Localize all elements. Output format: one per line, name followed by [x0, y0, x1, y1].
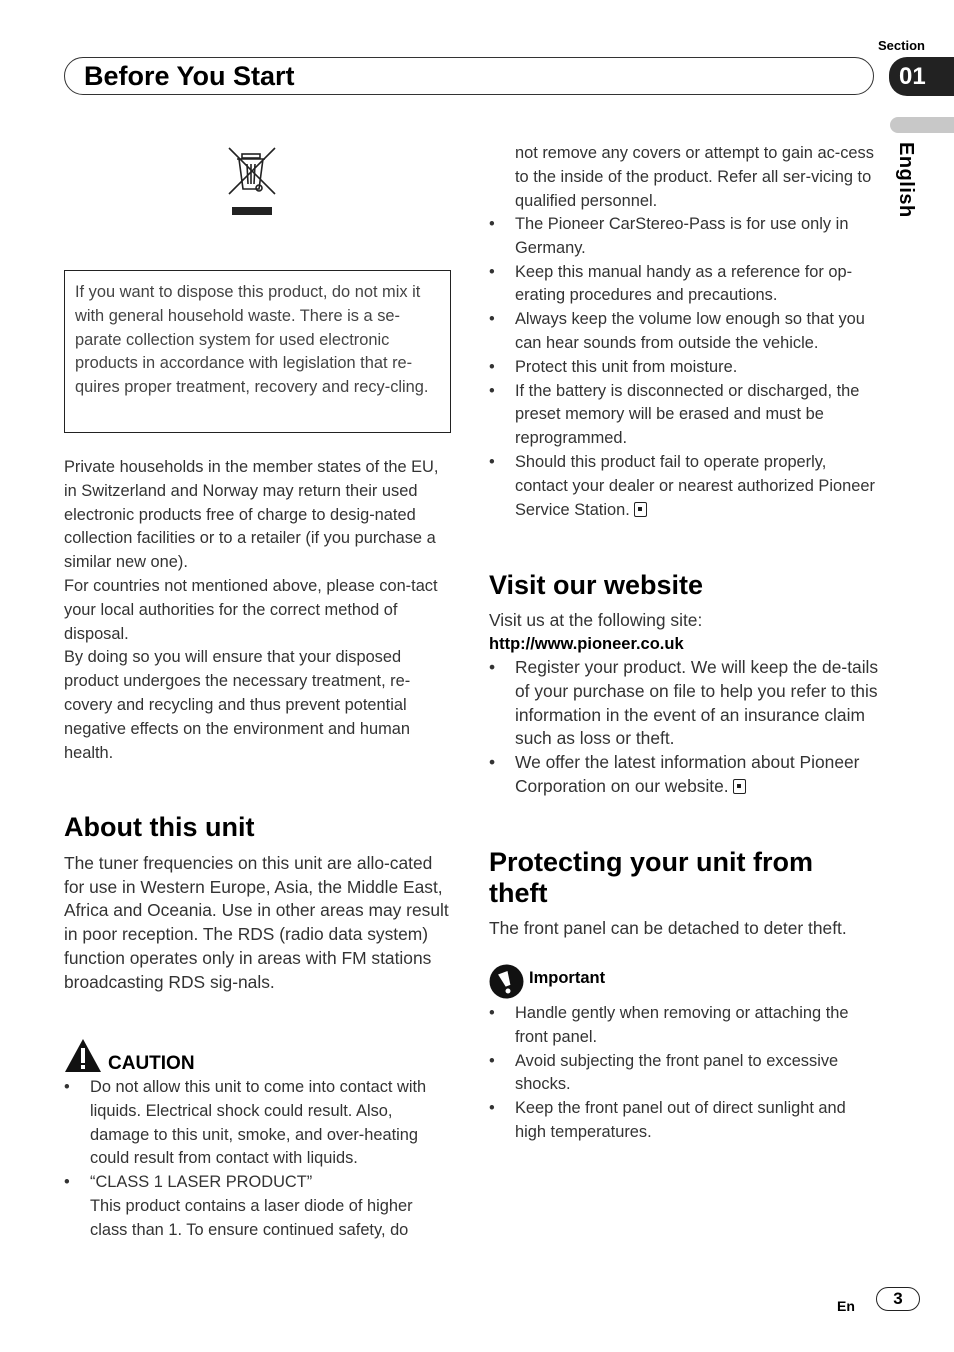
website-heading: Visit our website — [489, 570, 704, 600]
list-item — [489, 751, 881, 799]
theft-heading-line: theft — [489, 878, 548, 908]
about-heading: About this unit — [64, 812, 255, 842]
precautions-list — [489, 213, 881, 522]
end-mark-icon — [733, 779, 746, 794]
laser-class-body: This product contains a laser diode of higher class than 1. To ensure continued safety, do — [90, 1196, 413, 1239]
website-list — [489, 656, 881, 799]
list-item: • Keep the front panel out of direct sunlight and high temperatures. — [489, 1097, 881, 1145]
warning-triangle-icon — [64, 1038, 102, 1074]
list-item: • Do not allow this unit to come into contact with liquids. Electrical shock could result. Also, damage to this unit, smoke, and over-heating could result from contact with liquids. — [64, 1076, 454, 1171]
theft-heading-line: Protecting your unit from — [489, 847, 813, 877]
caution-label: CAUTION — [108, 1053, 195, 1074]
end-mark-icon — [634, 502, 647, 517]
list-item-text: Should this product fail to operate properly, contact your dealer or nearest authorized Pioneer Service Station. — [515, 452, 875, 519]
language-tab-bar — [890, 117, 954, 133]
list-item: • Handle gently when removing or attaching the front panel. — [489, 1002, 881, 1050]
disposal-paragraph: Private households in the member states of the EU, in Switzerland and Norway may return their used electronic products free of charge to desig-nated collection facilities or to a retailer (if you purchase a similar new one). — [64, 458, 439, 572]
list-item: • Keep this manual handy as a reference for op-erating procedures and precautions. — [489, 261, 881, 309]
language-label: English — [895, 142, 917, 218]
disposal-info — [64, 456, 454, 765]
list-item: • Protect this unit from moisture. — [489, 356, 881, 380]
theft-heading — [489, 847, 881, 909]
website-url-link[interactable]: http://www.pioneer.co.uk — [489, 635, 684, 653]
list-item-text: We offer the latest information about Pioneer Corporation on our website. — [515, 752, 860, 796]
weee-bin-icon — [227, 146, 277, 218]
important-icon — [489, 964, 524, 999]
section-label: Section — [878, 38, 925, 53]
list-item: • Always keep the volume low enough so that you can hear sounds from outside the vehicle. — [489, 308, 881, 356]
list-item: • If the battery is disconnected or discharged, the preset memory will be erased and must be reprogrammed. — [489, 380, 881, 451]
disposal-paragraph: For countries not mentioned above, please con-tact your local authorities for the correct method of disposal. — [64, 576, 438, 643]
laser-class-title: • “CLASS 1 LASER PRODUCT” — [90, 1173, 313, 1192]
list-item: • The Pioneer CarStereo-Pass is for use only in Germany. — [489, 213, 881, 261]
list-item: • Register your product. We will keep the de-tails of your purchase on file to help you refer to this information in the event of an insurance claim such as loss or theft. — [489, 656, 881, 751]
page-title: Before You Start — [84, 61, 295, 91]
theft-intro: The front panel can be detached to deter theft. — [489, 918, 847, 938]
section-number-tab: 01 — [889, 57, 954, 96]
list-item — [489, 451, 881, 522]
caution-list — [64, 1076, 454, 1243]
about-body: The tuner frequencies on this unit are allo-cated for use in Western Europe, Asia, the Middle East, Africa and Oceania. Use in other areas may result in poor reception. The RDS (radio data system) function operates only in areas with FM stations broadcasting RDS sig-nals. — [64, 853, 449, 992]
disposal-notice-box — [64, 270, 451, 433]
important-label: Important — [529, 969, 606, 987]
list-item — [64, 1171, 454, 1242]
footer-language-code: En — [837, 1298, 855, 1314]
page-number: 3 — [876, 1287, 920, 1311]
list-item: • Avoid subjecting the front panel to excessive shocks. — [489, 1050, 881, 1098]
disposal-paragraph: By doing so you will ensure that your disposed product undergoes the necessary treatment, re-covery and recycling and thus prevent potential negative effects on the environment and human health. — [64, 648, 411, 762]
continued-text: not remove any covers or attempt to gain ac-cess to the inside of the product. Refer all ser-vicing to qualified personnel. — [515, 144, 874, 210]
website-intro: Visit us at the following site: — [489, 610, 703, 630]
disposal-notice-text: If you want to dispose this product, do not mix it with general household waste. There is a se-parate collection system for used electronic products in accordance with legislation that re-quires proper treatment, recovery and recy-cling. — [75, 283, 429, 397]
theft-list — [489, 1002, 881, 1145]
